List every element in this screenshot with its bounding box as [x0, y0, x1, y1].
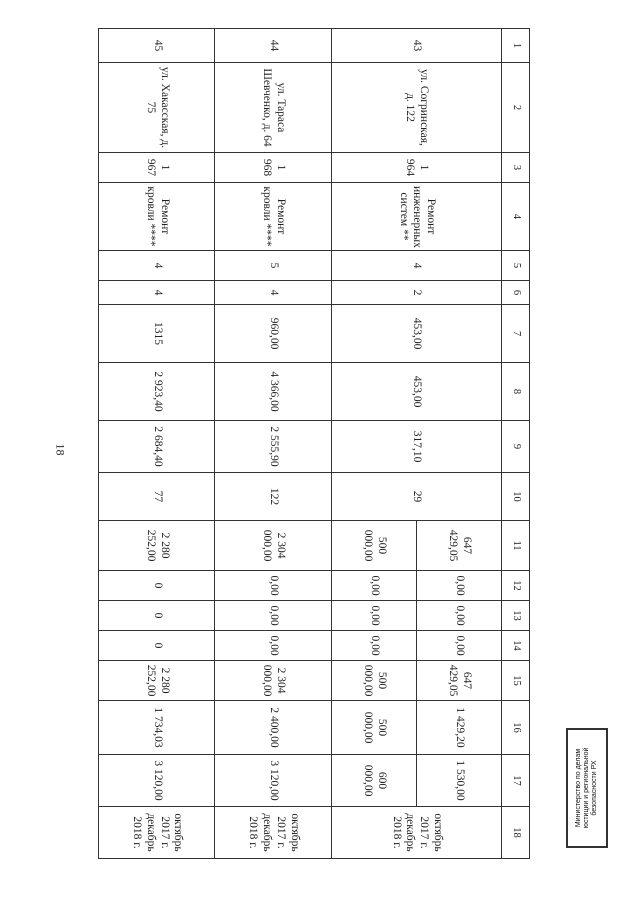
cost-col13: 0,00	[416, 601, 501, 631]
area-col8: 2 923,40	[99, 363, 215, 421]
area-col9: 2 684,40	[99, 421, 215, 473]
col-number: 6	[502, 281, 530, 305]
work-type: Ремонт кровли ****	[99, 183, 215, 251]
work-type: Ремонт кровли ****	[215, 183, 331, 251]
entrances: 4	[215, 281, 331, 305]
build-year: 1 968	[215, 153, 331, 183]
cost-col14: 0,00	[331, 631, 416, 661]
col-number: 10	[502, 473, 530, 521]
stamp-line: безопасности РХ	[591, 760, 599, 816]
cost-col17: 3 120,00	[99, 755, 215, 807]
col-number: 4	[502, 183, 530, 251]
cost-col15: 2 304 000,00	[215, 661, 331, 701]
address: ул. Хакасская, д. 75	[99, 63, 215, 153]
cost-col11: 2 304 000,00	[215, 521, 331, 571]
area-total: 960,00	[215, 305, 331, 363]
col-number: 14	[502, 631, 530, 661]
cost-col15: 647 429,05	[416, 661, 501, 701]
cost-col15: 500 000,00	[331, 661, 416, 701]
area-total: 1315	[99, 305, 215, 363]
cost-col15: 2 280 252,00	[99, 661, 215, 701]
cost-col14: 0,00	[215, 631, 331, 661]
work-period: октябрь 2017 г. декабрь 2018 г.	[215, 807, 331, 859]
table-row	[416, 29, 501, 859]
residents: 122	[215, 473, 331, 521]
table-row	[215, 29, 331, 859]
rotated-table-frame	[98, 28, 530, 858]
address: ул. Тараса Шевченко, д. 64	[215, 63, 331, 153]
area-col8: 4 366,00	[215, 363, 331, 421]
stamp-text	[575, 731, 599, 845]
col-number: 3	[502, 153, 530, 183]
col-number: 7	[502, 305, 530, 363]
entrances: 2	[331, 281, 501, 305]
works-table	[98, 28, 530, 859]
residents: 77	[99, 473, 215, 521]
cost-col17: 600 000,00	[331, 755, 416, 807]
col-number: 17	[502, 755, 530, 807]
table-wrap	[98, 28, 530, 858]
cost-col16: 2 400,00	[215, 701, 331, 755]
stamp-line: Министерство по делам	[574, 748, 582, 828]
work-period: октябрь 2017 г. декабрь 2018 г.	[99, 807, 215, 859]
cost-col14: 0	[99, 631, 215, 661]
row-number: 45	[99, 29, 215, 63]
work-period: октябрь 2017 г. декабрь 2018 г.	[331, 807, 501, 859]
cost-col14: 0,00	[416, 631, 501, 661]
work-type: Ремонт инженерных систем **	[331, 183, 501, 251]
cost-col11: 500 000,00	[331, 521, 416, 571]
column-number-row	[502, 29, 530, 859]
col-number: 11	[502, 521, 530, 571]
col-number: 16	[502, 701, 530, 755]
area-total: 453,00	[331, 305, 501, 363]
cost-col12: 0,00	[416, 571, 501, 601]
cost-col11: 2 280 252,00	[99, 521, 215, 571]
col-number: 12	[502, 571, 530, 601]
col-number: 5	[502, 251, 530, 281]
entrances: 4	[99, 281, 215, 305]
ministry-stamp	[566, 728, 608, 848]
page-number: 18	[53, 443, 68, 456]
col-number: 8	[502, 363, 530, 421]
row-number: 44	[215, 29, 331, 63]
col-number: 2	[502, 63, 530, 153]
cost-col11: 647 429,05	[416, 521, 501, 571]
cost-col13: 0	[99, 601, 215, 631]
cost-col16: 500 000,00	[331, 701, 416, 755]
table-row	[99, 29, 215, 859]
cost-col16: 1 734,03	[99, 701, 215, 755]
col-number: 13	[502, 601, 530, 631]
area-col9: 317,10	[331, 421, 501, 473]
stamp-line: юстиции и региональной	[582, 747, 590, 829]
area-col9: 2 555,90	[215, 421, 331, 473]
floors: 5	[215, 251, 331, 281]
col-number: 9	[502, 421, 530, 473]
address: ул. Согринская, д. 122	[331, 63, 501, 153]
cost-col12: 0,00	[215, 571, 331, 601]
col-number: 15	[502, 661, 530, 701]
floors: 4	[99, 251, 215, 281]
build-year: 1 964	[331, 153, 501, 183]
col-number: 18	[502, 807, 530, 859]
build-year: 1 967	[99, 153, 215, 183]
cost-col12: 0	[99, 571, 215, 601]
row-number: 43	[331, 29, 501, 63]
residents: 29	[331, 473, 501, 521]
cost-col17: 1 530,00	[416, 755, 501, 807]
col-number: 1	[502, 29, 530, 63]
cost-col13: 0,00	[331, 601, 416, 631]
cost-col13: 0,00	[215, 601, 331, 631]
cost-col12: 0,00	[331, 571, 416, 601]
floors: 4	[331, 251, 501, 281]
cost-col16: 1 429,20	[416, 701, 501, 755]
cost-col17: 3 120,00	[215, 755, 331, 807]
area-col8: 453,00	[331, 363, 501, 421]
